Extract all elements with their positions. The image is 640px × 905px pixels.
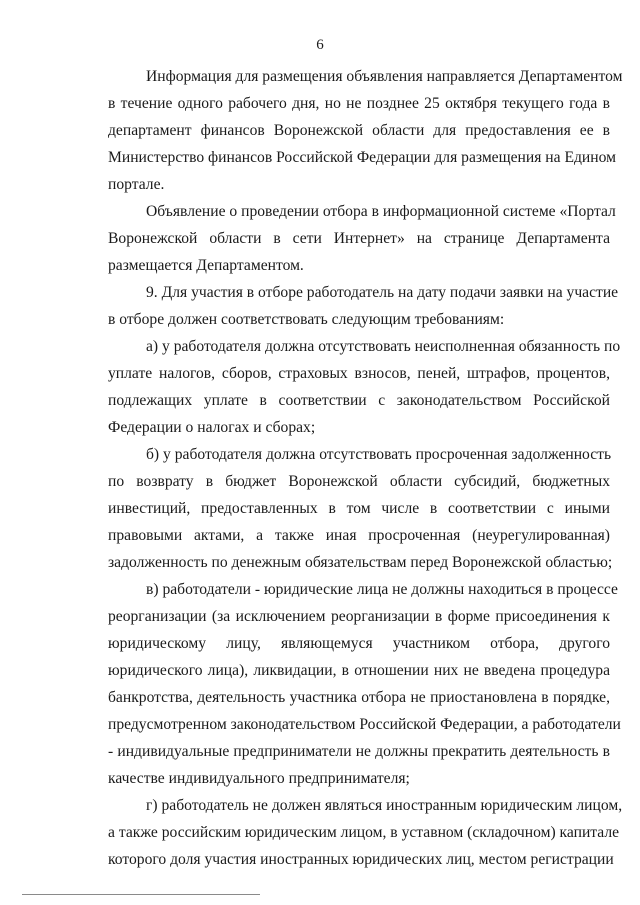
text-line: а) у работодателя должна отсутствовать неисполненная обязанность по <box>146 338 621 355</box>
text-line: юридическому лицу, являющемуся участником отбора, другого <box>108 635 610 652</box>
text-line: в) работодатели - юридические лица не должны находиться в процессе <box>146 581 618 598</box>
text-line: Информация для размещения объявления направляется Департаментом <box>146 68 623 85</box>
text-line: размещается Департаментом. <box>108 257 304 274</box>
text-line: задолженность по денежным обязательствам перед Воронежской областью; <box>108 554 613 571</box>
text-line: уплате налогов, сборов, страховых взносов, пеней, штрафов, процентов, <box>108 365 610 382</box>
text-line: которого доля участия иностранных юридических лиц, местом регистрации <box>108 851 614 868</box>
text-line: юридического лица), ликвидации, в отношении них не введена процедура <box>108 662 610 679</box>
text-line: б) у работодателя должна отсутствовать просроченная задолженность <box>146 446 612 463</box>
text-line: Министерство финансов Российской Федерации для размещения на Едином <box>108 149 616 166</box>
text-line: реорганизации (за исключением реорганизации в форме присоединения к <box>108 608 610 625</box>
page-number: 6 <box>316 37 324 53</box>
text-line: Воронежской области в сети Интернет» на странице Департамента <box>108 230 610 247</box>
text-line: инвестиций, предоставленных в том числе в соответствии с иными <box>108 500 610 517</box>
text-line: г) работодатель не должен являться иностранным юридическим лицом, <box>146 797 623 814</box>
footer-divider <box>22 894 260 895</box>
text-line: портале. <box>108 176 165 193</box>
text-line: банкротства, деятельность участника отбора не приостановлена в порядке, <box>108 689 610 706</box>
text-line: подлежащих уплате в соответствии с законодательством Российской <box>108 392 610 409</box>
text-line: в течение одного рабочего дня, но не позднее 25 октября текущего года в <box>108 95 610 112</box>
text-line: предусмотренном законодательством Российской Федерации, а работодатели <box>108 716 621 733</box>
text-line: правовыми актами, а также иная просроченная (неурегулированная) <box>108 527 610 544</box>
text-line: департамент финансов Воронежской области для предоставления ее в <box>108 122 610 139</box>
text-line: качестве индивидуального предпринимателя; <box>108 770 410 787</box>
text-line: 9. Для участия в отборе работодатель на дату подачи заявки на участие <box>146 284 619 301</box>
text-line: - индивидуальные предприниматели не должны прекратить деятельность в <box>108 743 610 760</box>
text-line: Федерации о налогах и сборах; <box>108 419 316 436</box>
text-line: Объявление о проведении отбора в информационной системе «Портал <box>146 203 616 220</box>
text-line: в отборе должен соответствовать следующим требованиям: <box>108 311 505 328</box>
text-line: по возврату в бюджет Воронежской области субсидий, бюджетных <box>108 473 610 490</box>
text-line: а также российским юридическим лицом, в уставном (складочном) капитале <box>108 824 620 841</box>
